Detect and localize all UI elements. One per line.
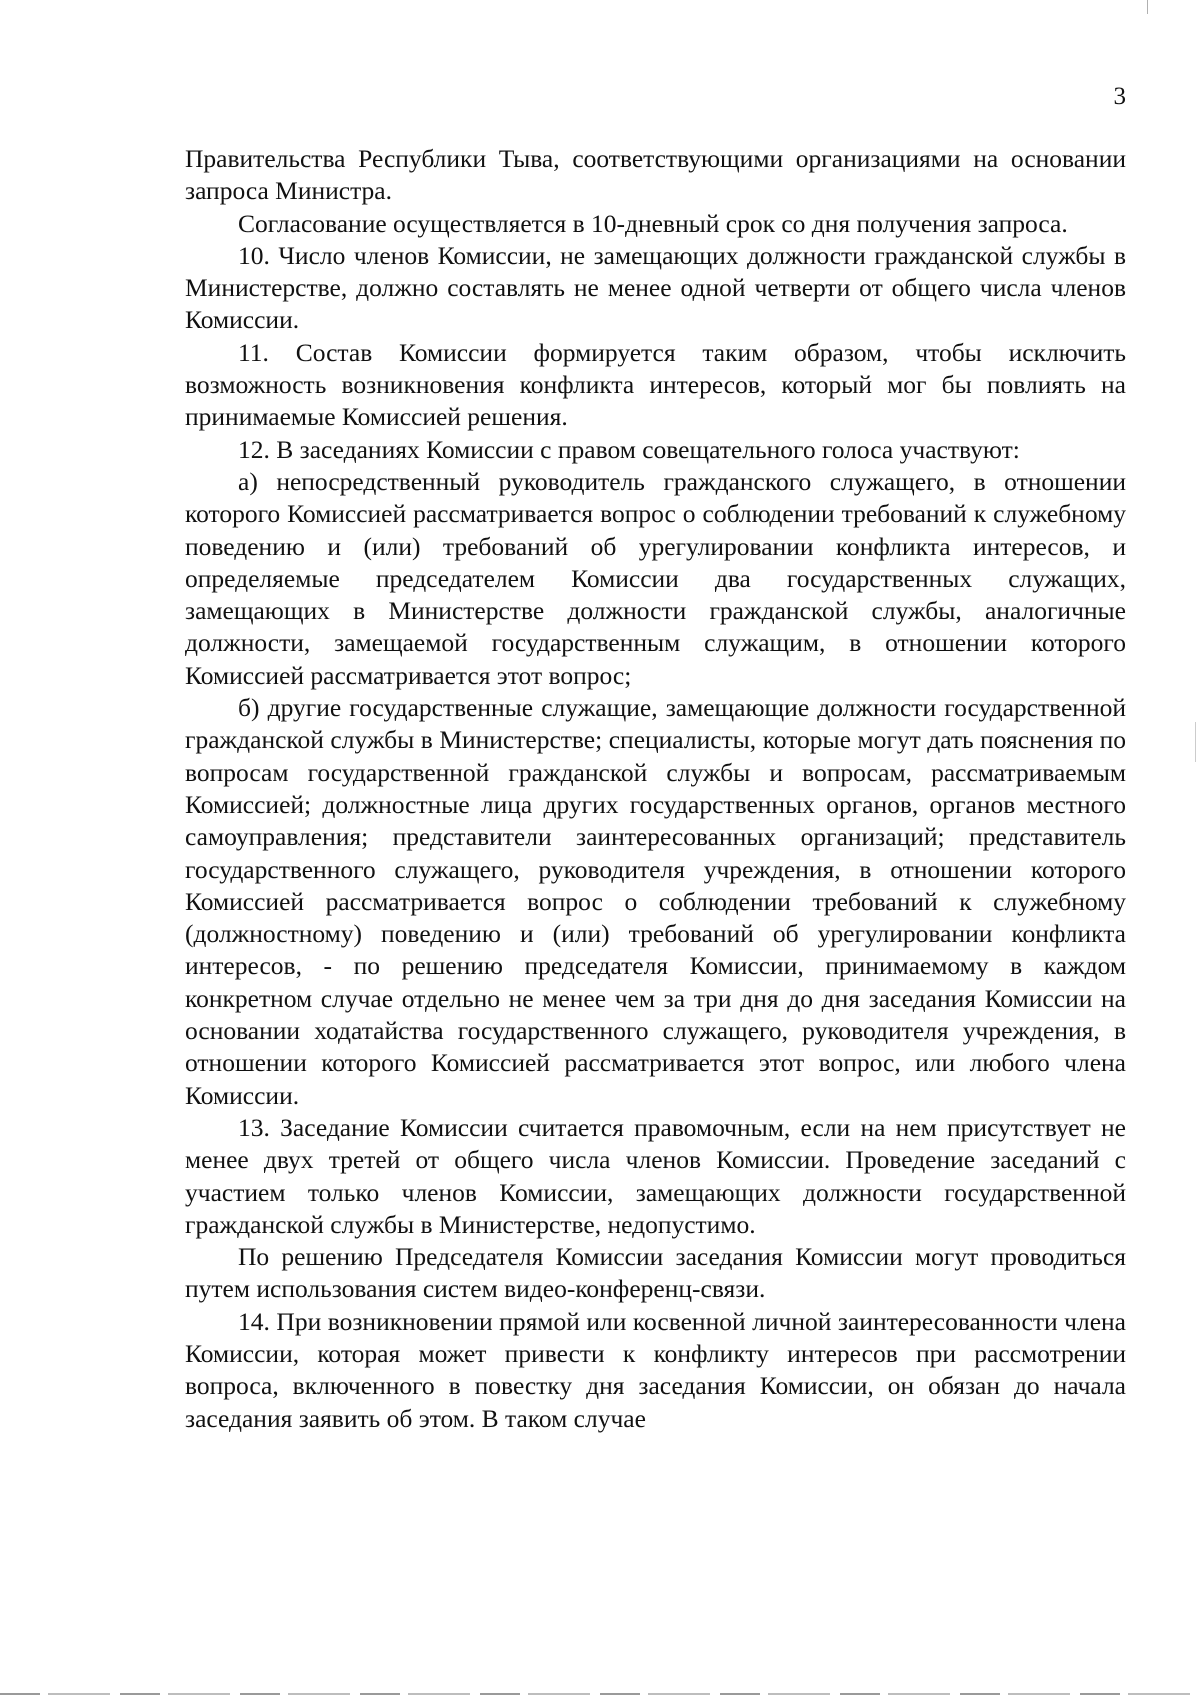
scan-edge-bottom [0,1693,1200,1695]
page-number: 3 [1113,83,1126,110]
paragraph-continuation: Правительства Республики Тыва, соответствующими организациями на основании запроса Министра. [185,144,1126,206]
paragraph-approval-term: Согласование осуществляется в 10-дневный срок со дня получения запроса. [238,208,1068,238]
paragraph-clause-12-a: а) непосредственный руководитель гражданского служащего, в отношении которого Комиссией рассматривается вопрос о соблюдении требований к служебному поведению и (или) требований об урегулировании конфликта интересов, и определяемые председателем Комиссии два государственных служащих, замещающих в Министерстве должности гражданской службы, аналогичные должности, замещаемой государственным служащим, в отношении которого Комиссией рассматривается этот вопрос; [185,466,1126,690]
scan-edge-top [1147,0,1148,14]
paragraph-clause-12-b: б) другие государственные служащие, замещающие должности государственной гражданской службы в Министерстве; специалисты, которые могут дать пояснения по вопросам государственной гражданской службы и вопросам, рассматриваемым Комиссией; должностные лица других государственных органов, органов местного самоуправления; представители заинтересованных организаций; представитель государственного служащего, руководителя учреждения, в отношении которого Комиссией рассматривается вопрос о соблюдении требований к служебному (должностному) поведению и (или) требований об урегулировании конфликта интересов, - по решению председателя Комиссии, принимаемому в каждом конкретном случае отдельно не менее чем за три дня до дня заседания Комиссии на основании ходатайства государственного служащего, руководителя учреждения, в отношении которого Комиссией рассматривается этот вопрос, или любого члена Комиссии. [185,693,1126,1110]
paragraph-clause-14: 14. При возникновении прямой или косвенной личной заинтересованности члена Комиссии, которая может привести к конфликту интересов при рассмотрении вопроса, включенного в повестку дня заседания Комиссии, он обязан до начала заседания заявить об этом. В таком случае [185,1306,1126,1433]
paragraph-clause-10: 10. Число членов Комиссии, не замещающих должности гражданской службы в Министерстве, должно составлять не менее одной четверти от общего числа членов Комиссии. [185,240,1126,335]
paragraph-clause-13: 13. Заседание Комиссии считается правомочным, если на нем присутствует не менее двух третей от общего числа членов Комиссии. Проведение заседаний с участием только членов Комиссии, замещающих должности государственной гражданской службы в Министерстве, недопустимо. [185,1112,1126,1239]
paragraph-video-conference: По решению Председателя Комиссии заседания Комиссии могут проводиться путем использования систем видео-конференц-связи. [185,1242,1126,1304]
scan-edge-right [1195,722,1196,762]
paragraph-clause-11: 11. Состав Комиссии формируется таким образом, чтобы исключить возможность возникновения конфликта интересов, который мог бы повлиять на принимаемые Комиссией решения. [185,337,1126,432]
paragraph-clause-12: 12. В заседаниях Комиссии с правом совещательного голоса участвуют: [238,434,1020,464]
document-body [185,143,1126,1435]
